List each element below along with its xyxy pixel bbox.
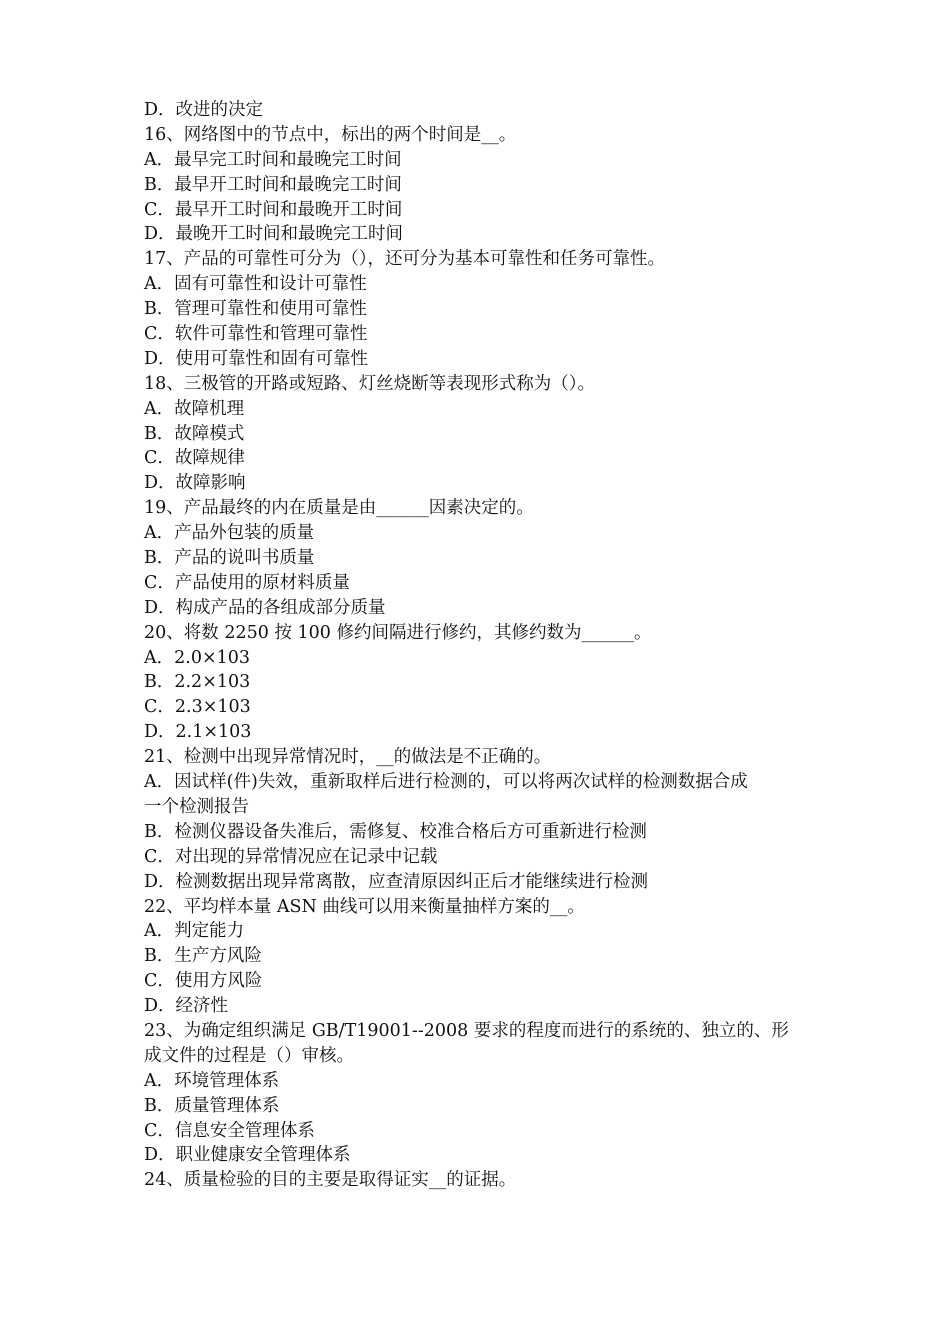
option-d-q17: D．使用可靠性和固有可靠性 — [144, 348, 369, 369]
option-b-q22: B．生产方风险 — [144, 946, 262, 967]
option-d-q16: D．最晚开工时间和最晚完工时间 — [144, 224, 404, 245]
question-23-continued: 成文件的过程是（）审核。 — [144, 1045, 354, 1066]
question-24: 24、质量检验的目的主要是取得证实__的证据。 — [144, 1170, 517, 1191]
option-c-q16: C．最早开工时间和最晚开工时间 — [144, 199, 403, 220]
option-c-q18: C．故障规律 — [144, 448, 245, 469]
option-b-q20: B．2.2×103 — [144, 672, 251, 693]
question-18: 18、三极管的开路或短路、灯丝烧断等表现形式称为（）。 — [144, 373, 596, 394]
option-d-q21: D．检测数据出现异常离散，应查清原因纠正后才能继续进行检测 — [144, 871, 649, 892]
option-c-q21: C．对出现的异常情况应在记录中记载 — [144, 846, 438, 867]
question-20: 20、将数 2250 按 100 修约间隔进行修约，其修约数为______。 — [144, 622, 652, 643]
document-body — [144, 98, 824, 1193]
option-b-q18: B．故障模式 — [144, 423, 245, 444]
option-c-q17: C．软件可靠性和管理可靠性 — [144, 324, 368, 345]
option-c-q20: C．2.3×103 — [144, 697, 251, 718]
option-b-q21: B．检测仪器设备失准后，需修复、校准合格后方可重新进行检测 — [144, 821, 647, 842]
question-19: 19、产品最终的内在质量是由______因素决定的。 — [144, 498, 534, 519]
question-22: 22、平均样本量 ASN 曲线可以用来衡量抽样方案的__。 — [144, 896, 585, 917]
question-23: 23、为确定组织满足 GB/T19001--2008 要求的程度而进行的系统的、独立的、形 — [144, 1020, 789, 1041]
option-a-q21: A．因试样(件)失效，重新取样后进行检测的，可以将两次试样的检测数据合成 — [144, 772, 748, 793]
option-d-q22: D．经济性 — [144, 996, 229, 1017]
option-d-q15: D．改进的决定 — [144, 100, 264, 120]
option-b-q19: B．产品的说叫书质量 — [144, 548, 315, 569]
option-c-q19: C．产品使用的原材料质量 — [144, 572, 350, 593]
option-d-q23: D．职业健康安全管理体系 — [144, 1145, 351, 1166]
option-a-q21-continued: 一个检测报告 — [144, 796, 249, 817]
option-b-q16: B．最早开工时间和最晚完工时间 — [144, 174, 402, 195]
option-d-q19: D．构成产品的各组成部分质量 — [144, 597, 386, 618]
question-21: 21、检测中出现异常情况时，__的做法是不正确的。 — [144, 747, 552, 768]
option-a-q17: A．固有可靠性和设计可靠性 — [144, 274, 367, 295]
option-a-q19: A．产品外包装的质量 — [144, 523, 315, 544]
option-d-q18: D．故障影响 — [144, 473, 246, 494]
option-a-q16: A．最早完工时间和最晚完工时间 — [144, 149, 402, 170]
option-b-q17: B．管理可靠性和使用可靠性 — [144, 299, 367, 320]
question-17: 17、产品的可靠性可分为（），还可分为基本可靠性和任务可靠性。 — [144, 249, 666, 270]
option-d-q20: D．2.1×103 — [144, 722, 252, 743]
option-c-q23: C．信息安全管理体系 — [144, 1120, 315, 1141]
option-a-q20: A．2.0×103 — [144, 647, 251, 668]
option-c-q22: C．使用方风险 — [144, 971, 263, 992]
option-b-q23: B．质量管理体系 — [144, 1095, 280, 1116]
option-a-q23: A．环境管理体系 — [144, 1070, 280, 1091]
option-a-q18: A．故障机理 — [144, 398, 245, 419]
question-16: 16、网络图中的节点中，标出的两个时间是__。 — [144, 124, 517, 145]
option-a-q22: A．判定能力 — [144, 921, 245, 942]
